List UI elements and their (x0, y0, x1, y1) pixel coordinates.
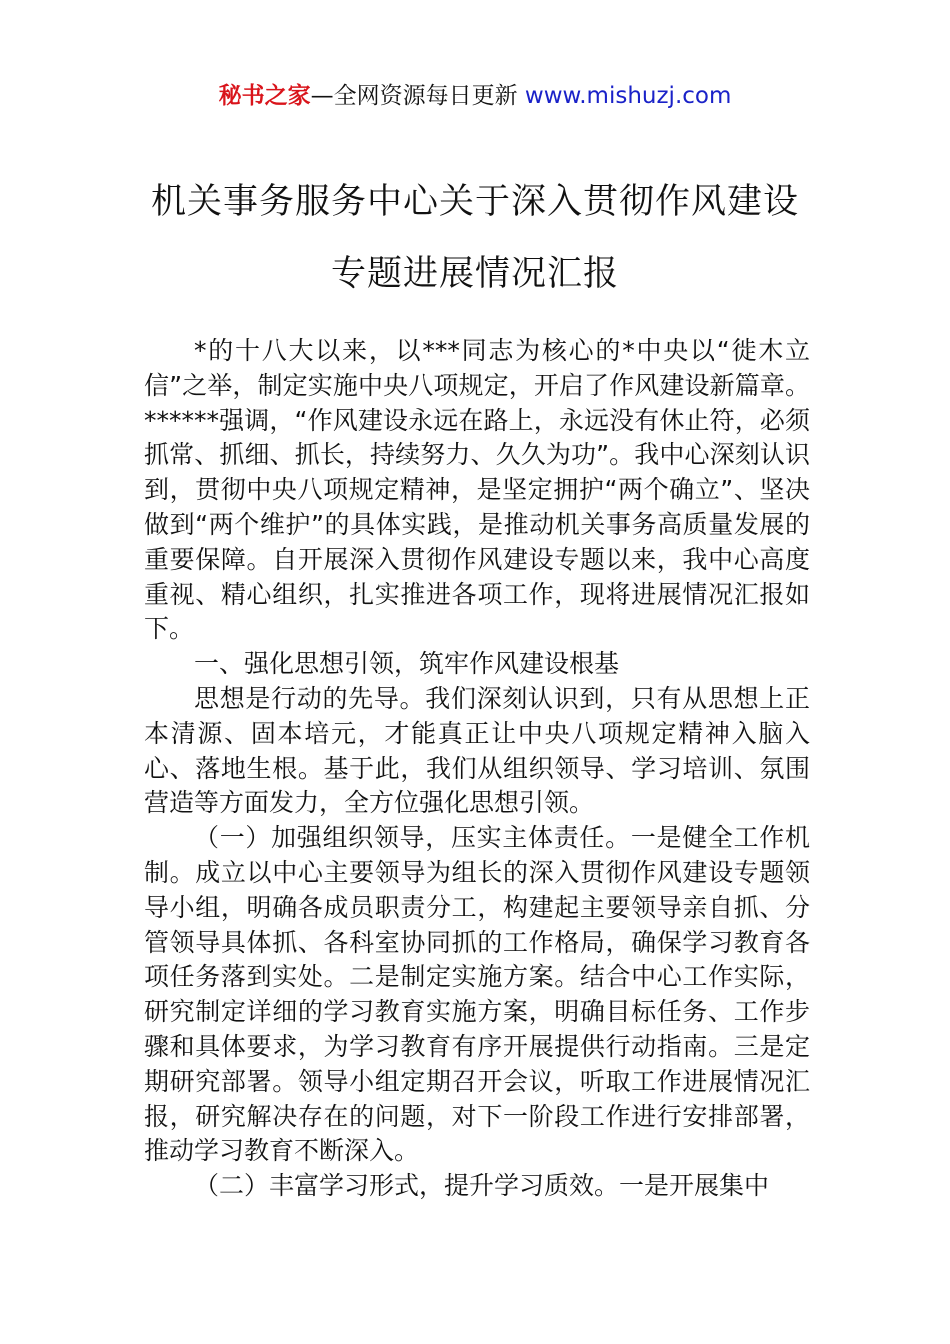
document-title (0, 166, 950, 310)
title-line-1: 机关事务服务中心关于深入贯彻作风建设 (150, 182, 799, 222)
site-brand: 秘书之家 (218, 83, 311, 109)
section-1-paragraph: 思想是行动的先导。我们深刻认识到，只有从思想上正本清源、固本培元，才能真正让中央八项规定精神入脑入心、落地生根。基于此，我们从组织领导、学习培训、氛围营造等方面发力，全方位强化思想引领。 (144, 683, 810, 818)
document-body (144, 334, 810, 1204)
site-url[interactable]: www.mishuzj.com (524, 83, 732, 109)
section-heading-1: 一、强化思想引领，筑牢作风建设根基 (194, 649, 620, 679)
site-tagline: —全网资源每日更新 (310, 83, 525, 109)
title-line-2: 专题进展情况汇报 (330, 254, 619, 294)
subsection-1-paragraph: （一）加强组织领导，压实主体责任。一是健全工作机制。成立以中心主要领导为组长的深入贯彻作风建设专题领导小组，明确各成员职责分工，构建起主要领导亲自抓、分管领导具体抓、各科室协同抓的工作格局，确保学习教育各项任务落到实处。二是制定实施方案。结合中心工作实际，研究制定详细的学习教育实施方案，明确目标任务、工作步骤和具体要求，为学习教育有序开展提供行动指南。三是定期研究部署。领导小组定期召开会议，听取工作进展情况汇报，研究解决存在的问题，对下一阶段工作进行安排部署，推动学习教育不断深入。 (144, 823, 810, 1166)
subsection-2-paragraph: （二）丰富学习形式，提升学习质效。一是开展集中 (194, 1171, 770, 1201)
intro-paragraph: *的十八大以来，以***同志为核心的*中央以“徙木立信”之举，制定实施中央八项规定，开启了作风建设新篇章。******强调，“作风建设永远在路上，永远没有休止符，必须抓常、抓细、抓长，持续努力、久久为功”。我中心深刻认识到，贯彻中央八项规定精神，是坚定拥护“两个确立”、坚决做到“两个维护”的具体实践，是推动机关事务高质量发展的重要保障。自开展深入贯彻作风建设专题以来，我中心高度重视、精心组织，扎实推进各项工作，现将进展情况汇报如下。 (144, 336, 810, 644)
site-header (0, 80, 950, 112)
